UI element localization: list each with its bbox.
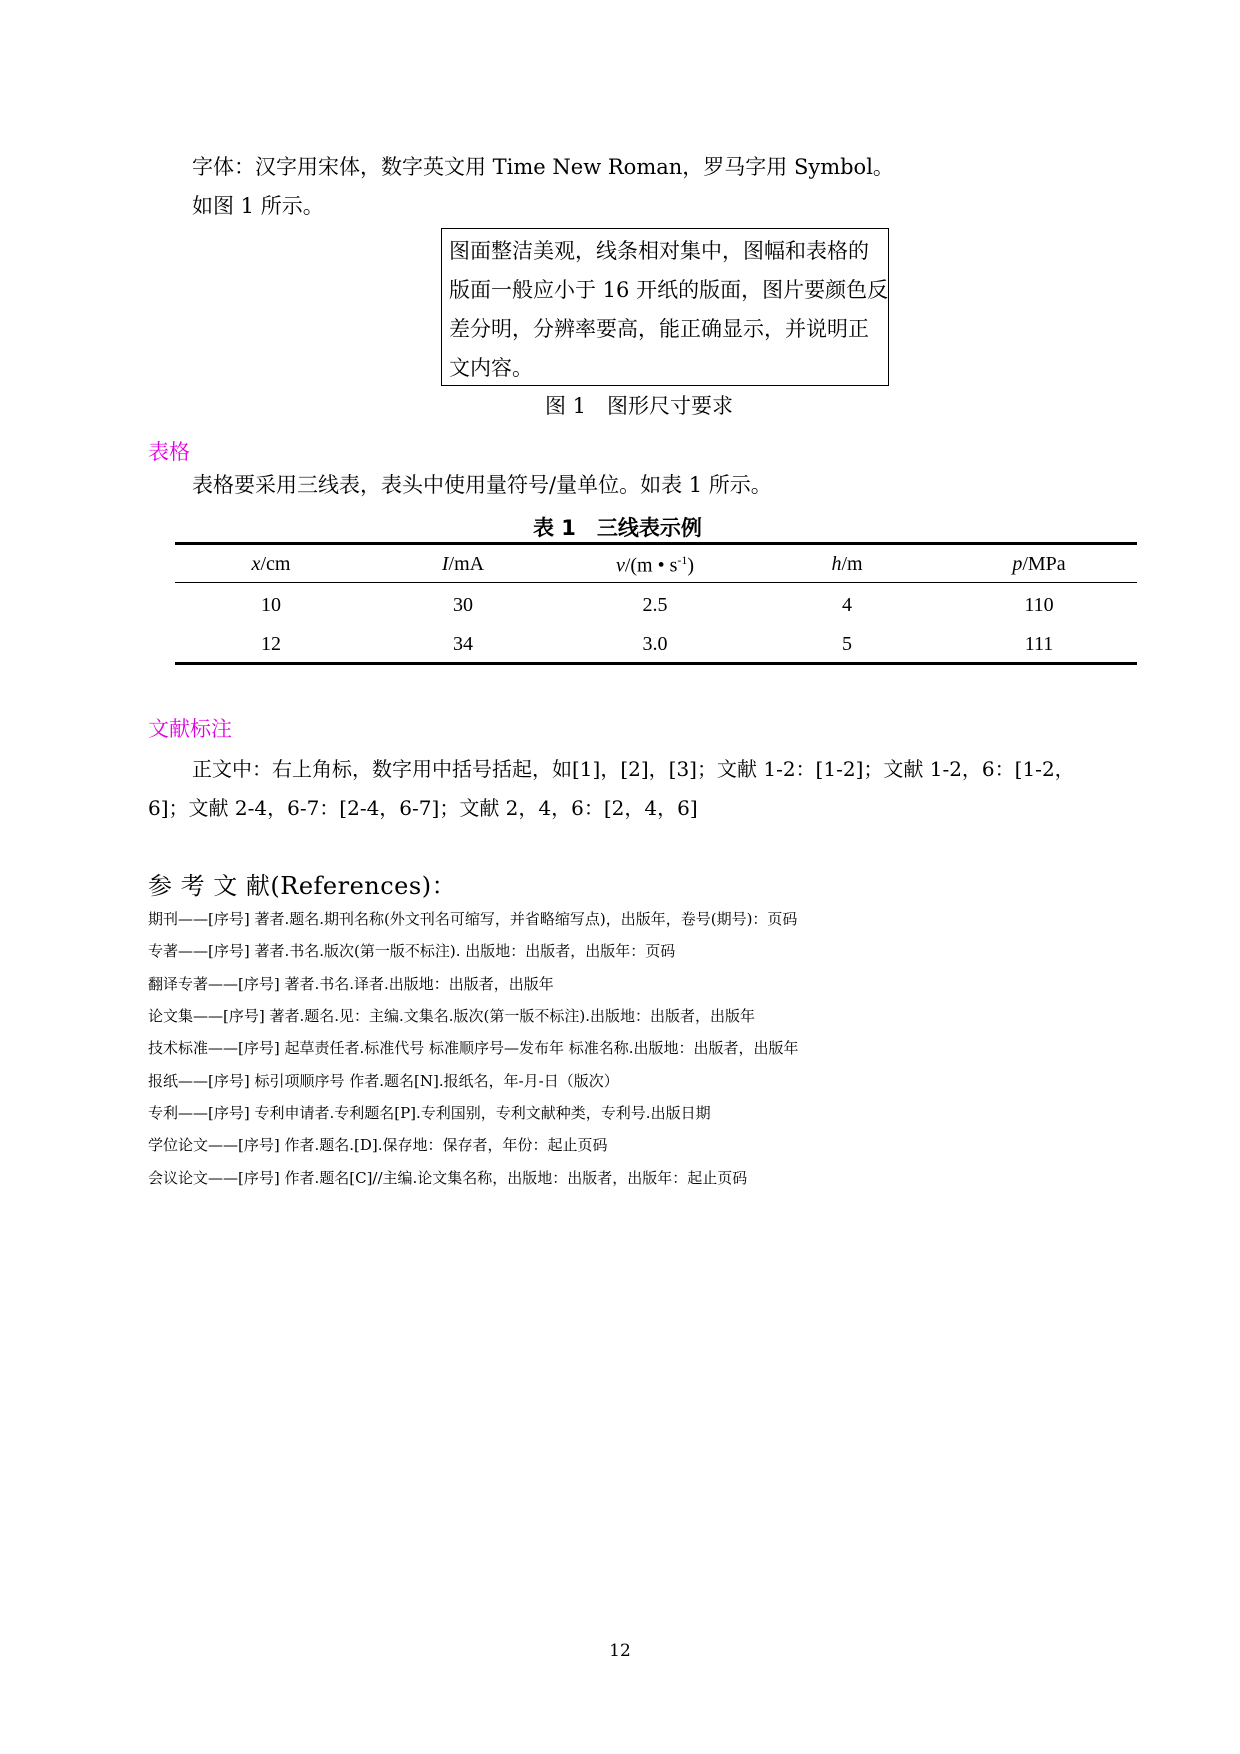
reference-format-item: 报纸——[序号] 标引项顺序号 作者.题名[N].报纸名，年-月-日（版次）	[148, 1072, 619, 1090]
references-title: 参 考 文 献(References)：	[148, 872, 457, 900]
table-top-rule	[175, 542, 1137, 545]
table-header-rule	[175, 582, 1137, 583]
reference-format-item: 期刊——[序号] 著者.题名.期刊名称(外文刊名可缩写，并省略缩写点)，出版年，卷号(期号)：页码	[148, 910, 798, 928]
figure-text-line: 文内容。	[449, 356, 533, 380]
reference-format-item: 论文集——[序号] 著者.题名.见：主编.文集名.版次(第一版不标注).出版地：出版者，出版年	[148, 1007, 756, 1025]
figure-1-box	[441, 228, 889, 386]
table-header-cell: v/(m • $s^{-1}$)	[615, 553, 695, 577]
citation-section-heading: 文献标注	[148, 717, 232, 741]
reference-format-item: 翻译专著——[序号] 著者.书名.译者.出版地：出版者，出版年	[148, 975, 554, 993]
reference-format-item: 学位论文——[序号] 作者.题名.[D].保存地：保存者，年份：起止页码	[148, 1136, 608, 1154]
page-number: 12	[609, 1641, 631, 1661]
figure-text-line: 版面一般应小于 16 开纸的版面，图片要颜色反	[449, 278, 889, 302]
table-caption: 表 1 三线表示例	[533, 516, 702, 540]
table-header-cell: p/MPa	[1012, 553, 1066, 575]
reference-format-item: 专利——[序号] 专利申请者.专利题名[P].专利国别，专利文献种类，专利号.出版日期	[148, 1104, 711, 1122]
table-cell: 34	[453, 633, 473, 655]
table-cell: 30	[453, 594, 473, 616]
figure-reference-line: 如图 1 所示。	[192, 194, 324, 218]
table-bottom-rule	[175, 662, 1137, 665]
table-section-heading: 表格	[148, 440, 190, 464]
table-cell: 111	[1024, 633, 1054, 655]
table-cell: 5	[842, 633, 852, 655]
table-header-cell: h/m	[831, 553, 863, 575]
table-cell: 3.0	[642, 633, 668, 655]
reference-format-item: 专著——[序号] 著者.书名.版次(第一版不标注). 出版地：出版者，出版年：页码	[148, 942, 676, 960]
citation-text-line: 正文中：右上角标，数字用中括号括起，如[1]，[2]，[3]；文献 1-2：[1-2]；文献 1-2，6：[1-2，	[192, 757, 1075, 781]
citation-text-line: 6]；文献 2-4，6-7：[2-4，6-7]；文献 2，4，6：[2，4，6]	[148, 796, 698, 820]
table-cell: 110	[1024, 594, 1054, 616]
font-spec-line: 字体：汉字用宋体，数字英文用 Time New Roman，罗马字用 Symbol。	[192, 155, 894, 179]
figure-caption: 图 1 图形尺寸要求	[545, 394, 734, 418]
table-header-cell: I/mA	[441, 553, 485, 575]
figure-text-line: 差分明，分辨率要高，能正确显示，并说明正	[449, 317, 869, 341]
figure-text-line: 图面整洁美观，线条相对集中，图幅和表格的	[449, 239, 869, 263]
reference-format-item: 技术标准——[序号] 起草责任者.标准代号 标准顺序号—发布年 标准名称.出版地：出版者，出版年	[148, 1039, 799, 1057]
table-cell: 12	[261, 633, 281, 655]
table-cell: 2.5	[642, 594, 668, 616]
table-cell: 4	[842, 594, 852, 616]
reference-format-item: 会议论文——[序号] 作者.题名[C]//主编.论文集名称，出版地：出版者，出版年：起止页码	[148, 1169, 748, 1187]
table-header-cell: x/cm	[251, 553, 291, 575]
table-cell: 10	[261, 594, 281, 616]
table-intro-text: 表格要采用三线表，表头中使用量符号/量单位。如表 1 所示。	[192, 473, 772, 497]
